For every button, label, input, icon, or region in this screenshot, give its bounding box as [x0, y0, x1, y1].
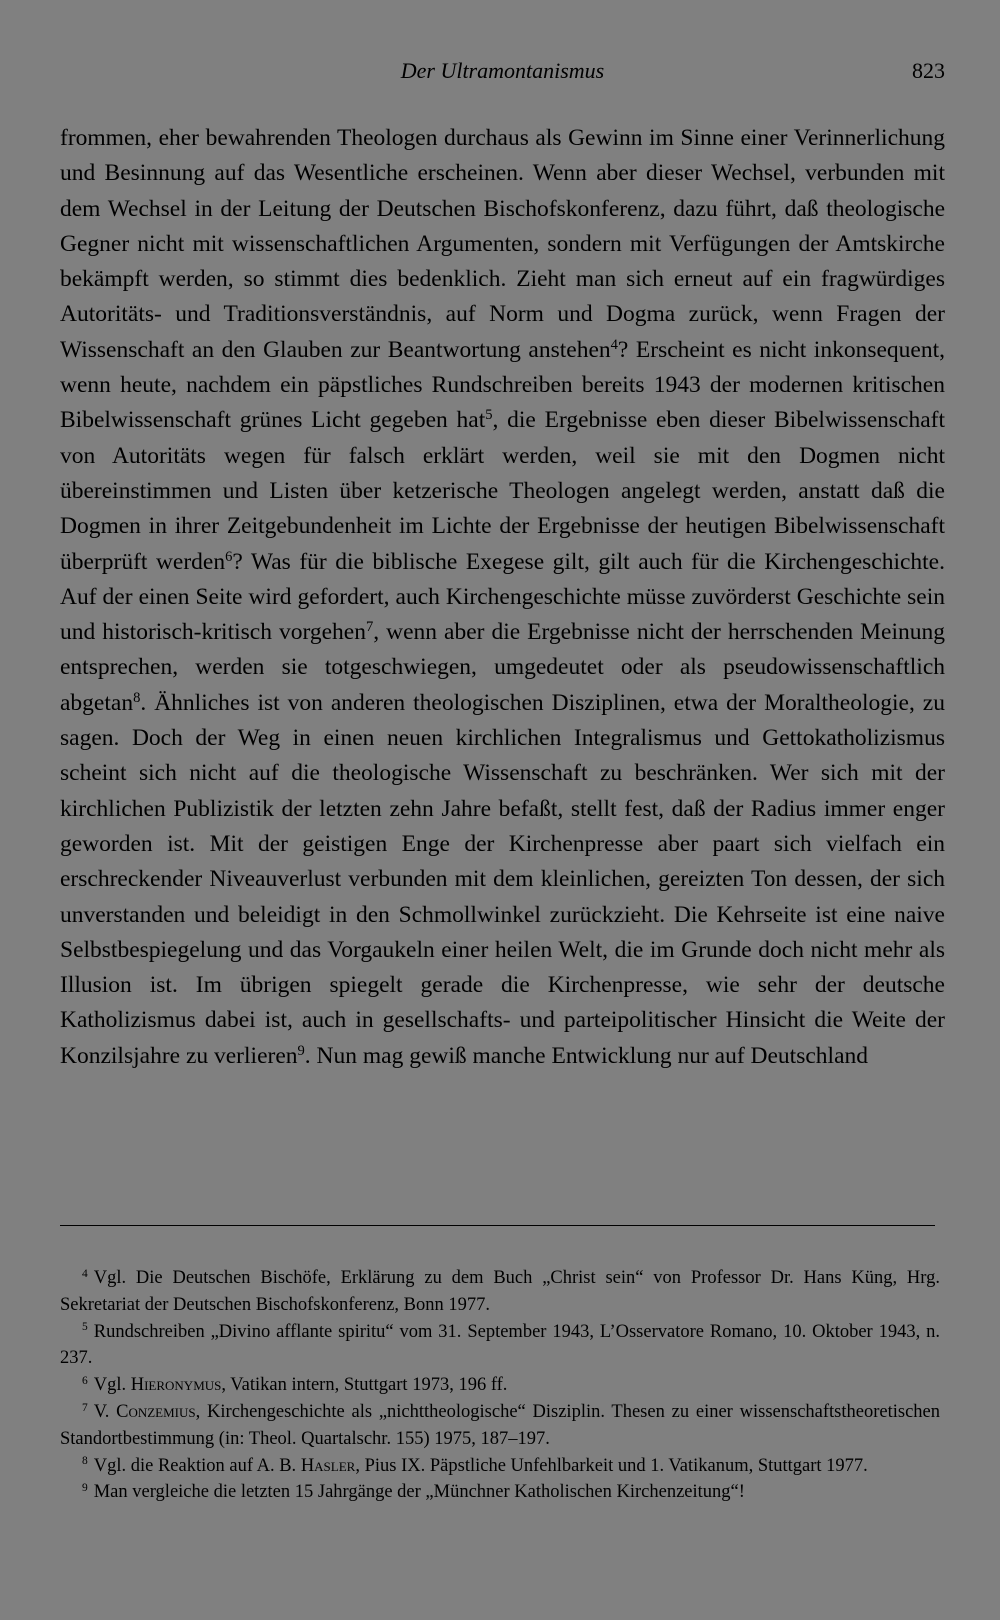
- footnote-divider: [60, 1225, 935, 1226]
- footnote-number: 5: [82, 1321, 88, 1334]
- footnote-text: Vgl.: [93, 1375, 131, 1396]
- footnote-number: 6: [82, 1374, 88, 1387]
- footnote-author: Hasler: [300, 1455, 356, 1476]
- footnote-number: 8: [82, 1455, 88, 1468]
- footnote-text: V.: [93, 1401, 117, 1422]
- text-segment: ? Was für die biblische Exegese gilt, gilt auch für die Kirchengeschichte. Auf der einen Seite wird gefordert, auch Kirchengeschichte müsse zuvörderst Geschichte sein und historisch-kritisch vorgehen: [60, 548, 945, 646]
- footnote-text: Rundschreiben „Divino afflante spiritu“ vom 31. September 1943, L’Osservatore Romano, 10. Oktober 1943, n. 237.: [60, 1321, 940, 1369]
- footnote: [60, 1372, 940, 1399]
- text-segment: frommen, eher bewahrenden Theologen durchaus als Gewinn im Sinne einer Verinnerlichung und Besinnung auf das Wesentliche erscheinen. Wenn aber dieser Wechsel, verbunden mit dem Wechsel in der Leitung der Deutschen Bischofskonferenz, dazu führt, daß theologische Gegner nicht mit wissenschaftlichen Argumenten, sondern mit Verfügungen der Amtskirche bekämpft werden, so stimmt dies bedenklich. Zieht man sich erneut auf ein fragwürdiges Autoritäts- und Traditionsverständnis, auf Norm und Dogma zurück, wenn Fragen der Wissenschaft an den Glauben zur Beantwortung anstehen: [60, 125, 945, 363]
- footnote: [60, 1319, 940, 1373]
- text-segment: ? Erscheint es nicht inkonsequent, wenn heute, nachdem ein päpstliches Rundschreiben bereits 1943 der modernen kritischen Bibelwissenschaft grünes Licht gegeben hat: [60, 336, 945, 434]
- footnote-number: 9: [82, 1482, 88, 1495]
- footnote-reference: 4: [610, 336, 618, 353]
- footnote: [60, 1399, 940, 1453]
- text-segment: , wenn aber die Ergebnisse nicht der herrschenden Meinung entsprechen, werden sie totgeschwiegen, umgedeutet oder als pseudowissenschaftlich abgetan: [60, 619, 945, 716]
- footnote-author: Conzemius: [116, 1401, 196, 1422]
- footnote-reference: 7: [365, 619, 374, 636]
- footnote-text: Vgl. die Reaktion auf A. B.: [93, 1455, 301, 1476]
- footnote-text: , Pius IX. Päpstliche Unfehlbarkeit und 1. Vatikanum, Stuttgart 1977.: [355, 1455, 868, 1476]
- footnote: [60, 1453, 940, 1480]
- footnote-author: Hieronymus: [130, 1375, 222, 1396]
- text-segment: , die Ergebnisse eben dieser Bibelwissenschaft von Autoritäts wegen für falsch erklärt werden, weil sie mit den Dogmen nicht übereinstimmen und Listen über ketzerische Theologen angelegt werden, anstatt daß die Dogmen in ihrer Zeitgebundenheit im Lichte der Ergebnisse der heutigen Bibelwissenschaft überprüft werden: [60, 407, 945, 575]
- footnote: [60, 1265, 940, 1319]
- footnote: [60, 1479, 940, 1506]
- main-text: [60, 121, 945, 1074]
- footnote-text: , Vatikan intern, Stuttgart 1973, 196 ff.: [221, 1375, 508, 1396]
- text-segment: . Nun mag gewiß manche Entwicklung nur auf Deutschland: [304, 1042, 868, 1069]
- page-number: 823: [912, 58, 945, 83]
- footnote-reference: 6: [225, 548, 233, 565]
- footnote-number: 7: [82, 1401, 88, 1414]
- footnote-reference: 9: [297, 1042, 305, 1059]
- text-segment: . Ähnliches ist von anderen theologischen Disziplinen, etwa der Moraltheologie, zu sagen. Doch der Weg in einen neuen kirchlichen Integralismus und Gettokatholizismus scheint sich nicht auf die theologische Wissenschaft zu beschränken. Wer sich mit der kirchlichen Publizistik der letzten zehn Jahre befaßt, stellt fest, daß der Radius immer enger geworden ist. Mit der geistigen Enge der Kirchenpresse aber paart sich vielfach ein erschreckender Niveauverlust verbunden mit dem kleinlichen, gereizten Ton dessen, der sich unverstanden und beleidigt in den Schmollwinkel zurückzieht. Die Kehrseite ist eine naive Selbstbespiegelung und das Vorgaukeln einer heilen Welt, die im Grunde doch nicht mehr als Illusion ist. Im übrigen spiegelt gerade die Kirchenpresse, wie sehr der deutsche Katholizismus dabei ist, auch in gesellschafts- und parteipolitischer Hinsicht die Weite der Konzilsjahre zu verlieren: [60, 689, 945, 1069]
- footnote-reference: 5: [485, 407, 493, 424]
- running-header: [60, 52, 945, 92]
- footnote-text: , Kirchengeschichte als „nichttheologische“ Disziplin. Thesen zu einer wissenschaftstheoretischen Standortbestimmung (in: Theol. Quartalschr. 155) 1975, 187–197.: [60, 1401, 940, 1449]
- footnote-text: Vgl. Die Deutschen Bischöfe, Erklärung zu dem Buch „Christ sein“ von Professor Dr. Hans Küng, Hrg. Sekretariat der Deutschen Bischofskonferenz, Bonn 1977.: [60, 1268, 940, 1315]
- footnote-text: Man vergleiche die letzten 15 Jahrgänge der „Münchner Katholischen Kirchenzeitung“!: [93, 1482, 745, 1503]
- running-title: Der Ultramontanismus: [400, 58, 605, 83]
- footnote-reference: 8: [133, 689, 141, 706]
- footnote-number: 4: [82, 1267, 88, 1280]
- footnotes: [60, 1265, 940, 1506]
